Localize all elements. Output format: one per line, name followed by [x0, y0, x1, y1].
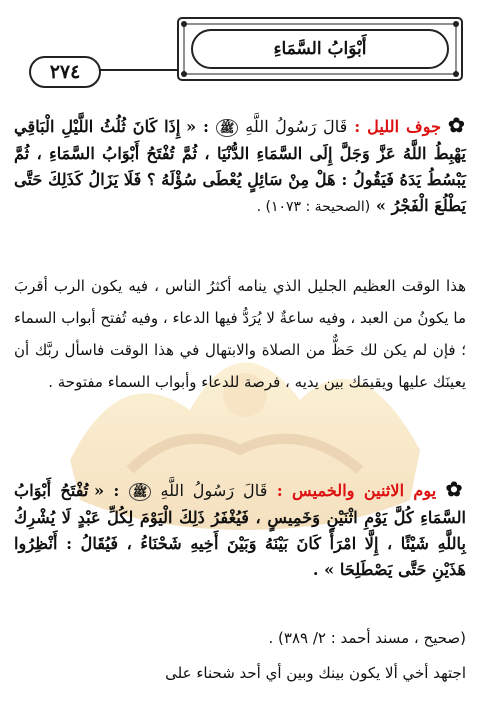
- hadith-text: « تُفْتَحُ أَبْوَابُ السَّمَاءِ كُلَّ يَوْمِ اثْنَيْنِ وَخَمِيسٍ ، فَيُغْفَرُ ذَلِكَ الْيَوْمَ لِكُلِّ عَبْدٍ لَا يُشْرِكُ بِاللَّهِ شَيْئًا ، إِلَّا امْرَأً كَانَ بَيْنَهُ وَبَيْنَ أَخِيهِ شَحْنَاءُ ، فَيُقَالُ : أَنْظِرُوا هَذَيْنِ حَتَّى يَصْطَلِحَا » .: [14, 481, 466, 579]
- section-heading-midnight: جوف الليل :: [354, 117, 442, 136]
- flower-ornament-icon: ✿: [445, 477, 466, 501]
- header-divider: [97, 69, 177, 71]
- page-number: ٢٧٤: [29, 56, 101, 88]
- hadith-midnight: ✿ جوف الليل : قَالَ رَسُولُ اللَّهِ ﷺ : « إِذَا كَانَ ثُلُثُ اللَّيْلِ الْبَاقِي يَهْبِطُ اللَّهُ عَزَّ وَجَلَّ إِلَى السَّمَاءِ الدُّنْيَا ، ثُمَّ تُفْتَحُ أَبْوَابُ السَّمَاءِ ، ثُمَّ يَبْسُطُ يَدَهُ فَيَقُولُ : هَلْ مِنْ سَائِلٍ يُعْطَى سُؤْلَهُ ؟ فَلَا يَزَالُ كَذَلِكَ حَتَّى يَطْلُعَ الْفَجْرُ » (الصحيحة : ١٠٧٣) .: [14, 113, 466, 215]
- page-header: [14, 10, 466, 88]
- speaker-text: قَالَ رَسُولُ اللَّهِ: [245, 117, 348, 136]
- speaker-text: قَالَ رَسُولُ اللَّهِ: [160, 481, 268, 500]
- pbuh-seal-icon: ﷺ: [216, 119, 239, 137]
- commentary-midnight: هذا الوقت العظيم الجليل الذي ينامه أكثرُ الناس ، فيه يكون الرب أقربَ ما يكونُ من العبد ، وفيه ساعةٌ لا يُرَدُّ فيها الدعاء ، وفيه تُفتح أبواب السماء ؛ فإن لم يكن لك حَظٌّ من الصلاة والابتهال في هذا الوقت فاسأل ربَّك أن يعينَك عليها ويقيمَك بين يديه ، فرصة للدعاء وأبواب السماء مفتوحة .: [14, 277, 466, 391]
- hadith-monday-thursday: ✿ يوم الاثنين والخميس : قَالَ رَسُولُ اللَّهِ ﷺ : « تُفْتَحُ أَبْوَابُ السَّمَاءِ كُلَّ يَوْمِ اثْنَيْنِ وَخَمِيسٍ ، فَيُغْفَرُ ذَلِكَ الْيَوْمَ لِكُلِّ عَبْدٍ لَا يُشْرِكُ بِاللَّهِ شَيْئًا ، إِلَّا امْرَأً كَانَ بَيْنَهُ وَبَيْنَ أَخِيهِ شَحْنَاءُ ، فَيُقَالُ : أَنْظِرُوا هَذَيْنِ حَتَّى يَصْطَلِحَا » .: [14, 477, 466, 579]
- hadith-text: « إِذَا كَانَ ثُلُثُ اللَّيْلِ الْبَاقِي يَهْبِطُ اللَّهُ عَزَّ وَجَلَّ إِلَى السَّمَاءِ الدُّنْيَا ، ثُمَّ تُفْتَحُ أَبْوَابُ السَّمَاءِ ، ثُمَّ يَبْسُطُ يَدَهُ فَيَقُولُ : هَلْ مِنْ سَائِلٍ يُعْطَى سُؤْلَهُ ؟ فَلَا يَزَالُ كَذَلِكَ حَتَّى يَطْلُعَ الْفَجْرُ »: [14, 117, 466, 215]
- pbuh-seal-icon: ﷺ: [129, 483, 152, 501]
- hadith-reference-2: (صحيح ، مسند أحمد : ٢/ ٣٨٩) .: [268, 629, 466, 647]
- section-heading-monday-thursday: يوم الاثنين والخميس :: [276, 481, 437, 500]
- hadith-reference: (الصحيحة : ١٠٧٣) .: [256, 199, 371, 215]
- commentary-monday-thursday: اجتهد أخي ألا يكون بينك وبين أي أحد شحناء على: [165, 664, 466, 682]
- page-title: أَبْوَابُ السَّمَاءِ: [273, 39, 367, 59]
- flower-ornament-icon: ✿: [447, 113, 466, 137]
